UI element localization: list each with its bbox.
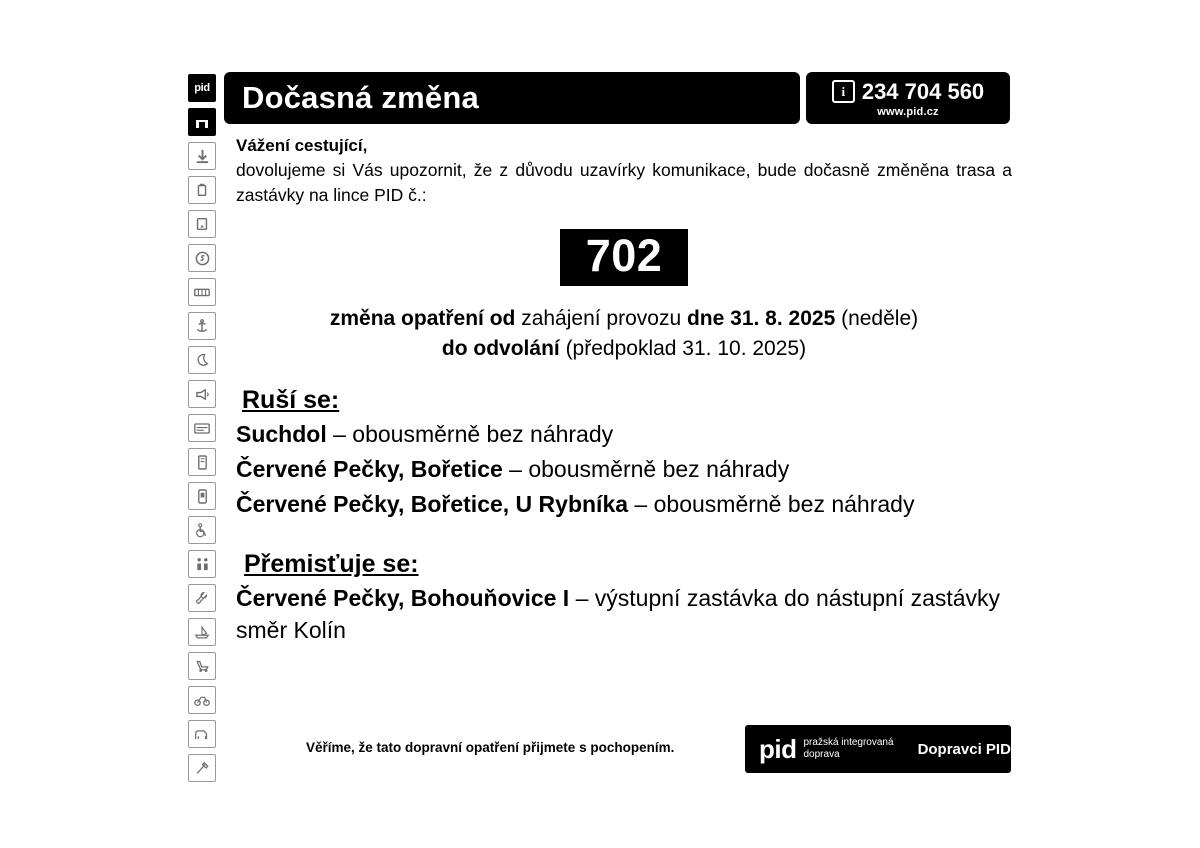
validity-start-date: dne 31. 8. 2025 xyxy=(686,306,836,330)
validity-block xyxy=(236,304,1012,364)
pid-wordmark: pid xyxy=(759,733,797,764)
moved-stop-item xyxy=(236,583,1012,646)
boat-icon xyxy=(188,618,216,646)
pid-wordmark-subtitle xyxy=(804,737,894,761)
cancelled-stop-item xyxy=(236,454,1012,485)
phone-line xyxy=(832,79,984,105)
cancelled-stop-item xyxy=(236,419,1012,450)
line-badge-wrap xyxy=(236,229,1012,286)
line-number-badge: 702 xyxy=(560,229,689,286)
phone-number: 234 704 560 xyxy=(861,78,985,104)
stop-name: Suchdol xyxy=(236,420,327,447)
footer-note: Věříme, že tato dopravní opatření přijmete s pochopením. xyxy=(306,740,675,755)
header xyxy=(224,72,1010,124)
validity-line-2 xyxy=(236,334,1012,364)
stroller-icon xyxy=(188,652,216,680)
intro-paragraph: dovolujeme si Vás upozornit, že z důvodu uzavírky komunikace, bude dočasně změněna trasa a zastávky na lince PID č.: xyxy=(236,160,1012,205)
title-bar xyxy=(224,72,800,124)
dog-icon xyxy=(188,720,216,748)
bicycle-icon xyxy=(188,686,216,714)
tools-icon xyxy=(188,754,216,782)
metro-icon xyxy=(188,108,216,136)
info-icon: i xyxy=(832,80,855,103)
pid-subtitle-line1: pražská integrovaná xyxy=(803,737,894,749)
validity-line-1 xyxy=(236,304,1012,334)
pid-subtitle-line2: doprava xyxy=(803,749,840,760)
contact-bar xyxy=(806,72,1010,124)
display-icon xyxy=(188,414,216,442)
anchor-icon xyxy=(188,312,216,340)
stop-note: – výstupní zastávka do nástupní zastávky směr Kolín xyxy=(236,585,1001,643)
validity-start-text: zahájení provozu xyxy=(521,306,687,330)
megaphone-icon xyxy=(188,380,216,408)
stop-name: Červené Pečky, Bořetice xyxy=(236,455,503,482)
stop-note: – obousměrně bez náhrady xyxy=(326,420,614,447)
validity-start-day: (neděle) xyxy=(835,306,919,330)
icon-strip xyxy=(188,74,218,782)
page-title: Dočasná změna xyxy=(242,80,479,115)
section-heading-moved: Přemisťuje se: xyxy=(244,550,419,579)
pid-logo-icon xyxy=(188,74,216,102)
ticket-icon xyxy=(188,210,216,238)
maintenance-icon xyxy=(188,584,216,612)
ticket-strip-icon xyxy=(188,278,216,306)
validator-icon xyxy=(188,448,216,476)
website-link[interactable]: www.pid.cz xyxy=(877,105,939,118)
validity-end-label: do odvolání xyxy=(441,336,560,360)
money-icon xyxy=(188,244,216,272)
stop-note: – obousměrně bez náhrady xyxy=(502,455,790,482)
stop-note: – obousměrně bez náhrady xyxy=(628,491,915,518)
stop-name: Červené Pečky, Bohouňovice I xyxy=(236,585,570,612)
stop-name: Červené Pečky, Bořetice, U Rybníka xyxy=(236,491,629,518)
notice-body xyxy=(236,136,1012,646)
trash-icon xyxy=(188,176,216,204)
cancelled-stop-item xyxy=(236,489,1012,520)
validity-change-label: změna opatření od xyxy=(329,306,522,330)
salutation: Vážení cestující, xyxy=(236,136,368,155)
family-icon xyxy=(188,550,216,578)
section-heading-cancelled: Ruší se: xyxy=(242,385,340,414)
pid-logo-text: pid xyxy=(194,81,210,94)
funicular-icon xyxy=(188,142,216,170)
mobile-ticket-icon xyxy=(188,482,216,510)
wheelchair-icon xyxy=(188,516,216,544)
night-service-icon xyxy=(188,346,216,374)
footer-logo-badge xyxy=(745,725,1011,773)
carriers-label: Dopravci PID xyxy=(917,740,1011,758)
validity-end-estimate: (předpoklad 31. 10. 2025) xyxy=(559,336,807,360)
